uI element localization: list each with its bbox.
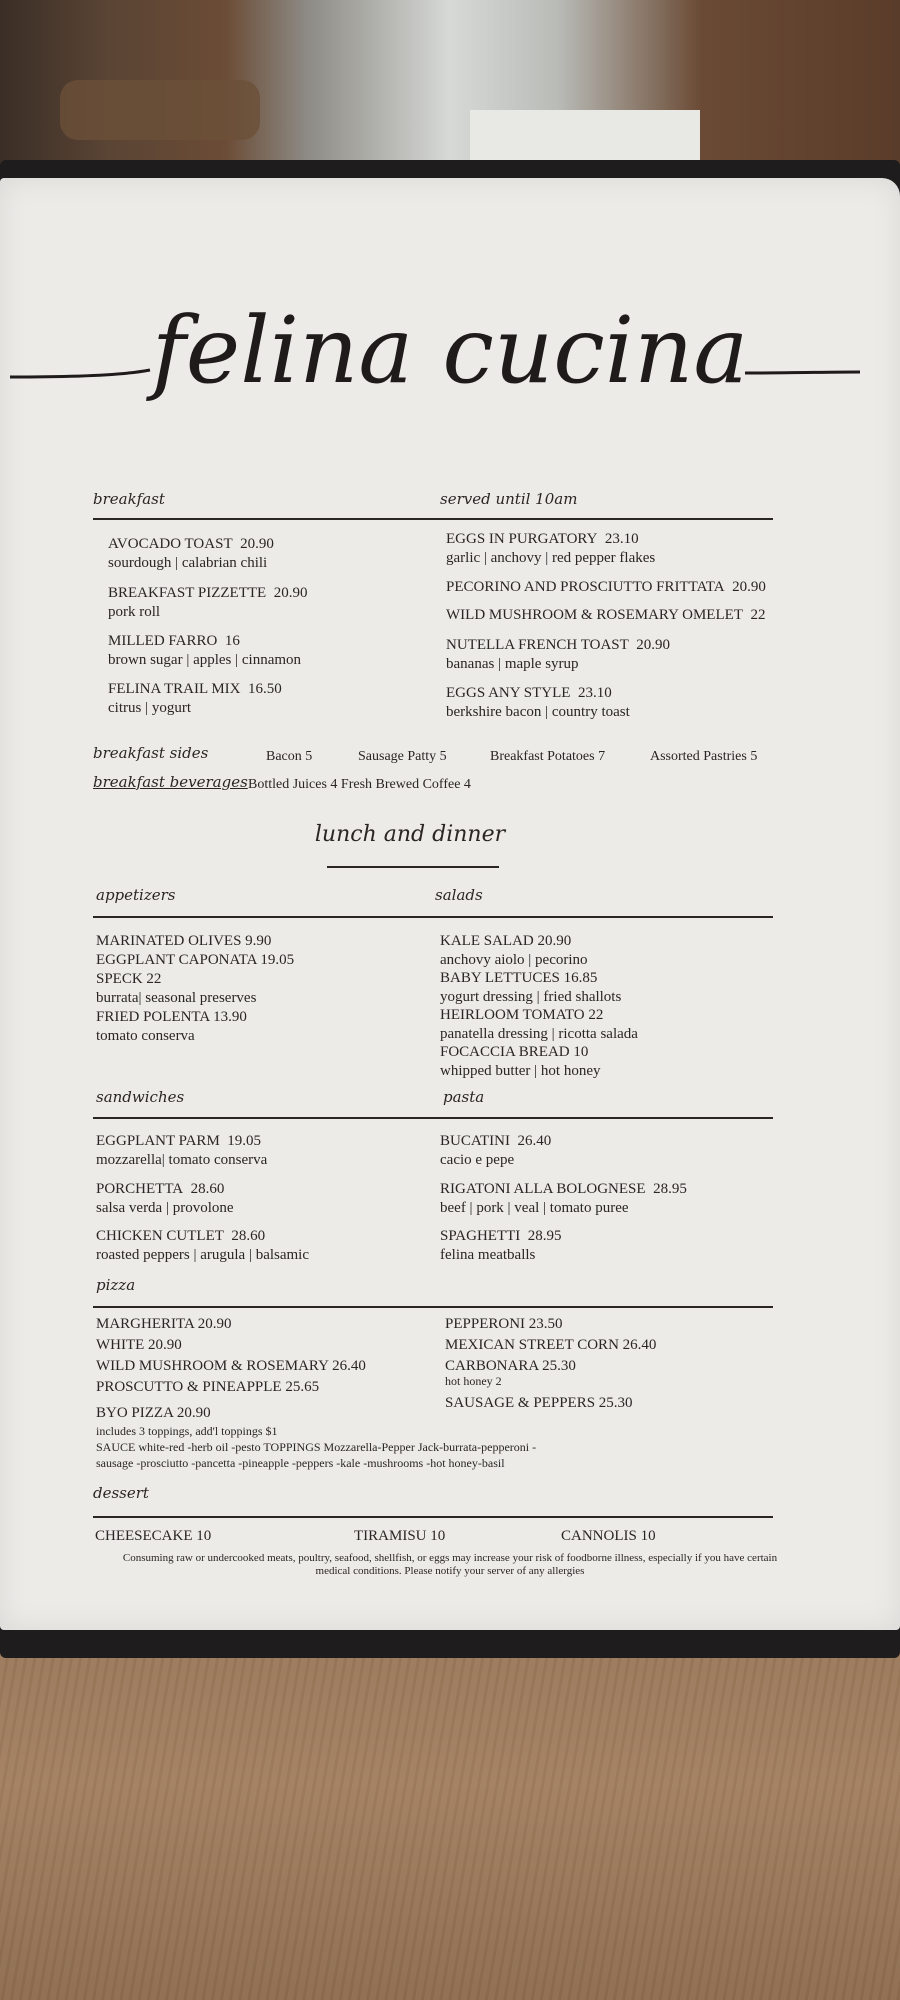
felina-cucina-logo (0, 230, 900, 470)
pasta-header: pasta (443, 1088, 485, 1106)
breakfast-rule (93, 518, 773, 520)
appetizers-list: MARINATED OLIVES 9.90 EGGPLANT CAPONATA 19.05 SPECK 22 burrata| seasonal preserves FRIED POLENTA 13.90 tomato conserva (96, 933, 295, 1044)
dessert-rule (93, 1516, 773, 1518)
byo-note: includes 3 toppings, add'l toppings $1 (96, 1424, 278, 1438)
salads-list: KALE SALAD 20.90 anchovy aiolo | pecorino BABY LETTUCES 16.85 yogurt dressing | fried shallots HEIRLOOM TOMATO 22 panatella dressing | ricotta salada FOCACCIA BREAD 10 whipped butter | hot honey (440, 933, 638, 1079)
dessert-header: dessert (93, 1484, 149, 1502)
menu-item: PORCHETTA 28.60 salsa verda | provolone (96, 1181, 234, 1216)
menu-item: BUCATINI 26.40 cacio e pepe (440, 1133, 552, 1168)
side-item: Assorted Pastries 5 (650, 749, 758, 764)
wooden-table (0, 1640, 900, 2000)
allergy-disclaimer: Consuming raw or undercooked meats, poultry, seafood, shellfish, or eggs may increase your risk of foodborne illness, especially if you have certain medical conditions. Please notify your server of any allergies (122, 1552, 778, 1577)
toppings-line: sausage -prosciutto -pancetta -pineapple -peppers -kale -mushrooms -hot honey-basil (96, 1456, 505, 1470)
menu-item: RIGATONI ALLA BOLOGNESE 28.95 beef | pork | veal | tomato puree (440, 1181, 687, 1216)
pizza-left-list: MARGHERITA 20.90 WHITE 20.90 WILD MUSHROOM & ROSEMARY 26.40 PROSCUTTO & PINEAPPLE 25.65 (96, 1316, 366, 1395)
menu-item: BYO PIZZA 20.90 (96, 1405, 211, 1421)
breakfast-beverages-header: breakfast beverages (93, 773, 248, 791)
side-item: Breakfast Potatoes 7 (490, 749, 606, 764)
served-until-note: served until 10am (440, 490, 578, 508)
beverage-items: Bottled Juices 4 Fresh Brewed Coffee 4 (248, 777, 471, 792)
appetizers-header: appetizers (96, 886, 176, 904)
breakfast-sides-header: breakfast sides (93, 744, 209, 762)
menu-item: CANNOLIS 10 (561, 1528, 656, 1544)
menu-item: WILD MUSHROOM & ROSEMARY OMELET 22 (446, 607, 766, 623)
menu-item: SAUSAGE & PEPPERS 25.30 (445, 1395, 633, 1411)
sandwiches-rule (93, 1117, 773, 1119)
menu-item: MILLED FARRO 16 brown sugar | apples | cinnamon (108, 633, 302, 668)
menu-item: AVOCADO TOAST 20.90 sourdough | calabrian chili (108, 536, 274, 571)
logo-text: felina cucina (151, 297, 749, 404)
background-chair (60, 80, 260, 140)
breakfast-header: breakfast (93, 490, 165, 508)
lunch-title-rule (327, 866, 499, 868)
menu-item: SPAGHETTI 28.95 felina meatballs (440, 1228, 562, 1263)
pizza-right-list: PEPPERONI 23.50 MEXICAN STREET CORN 26.40 CARBONARA 25.30 (445, 1316, 657, 1374)
menu-item: TIRAMISU 10 (354, 1528, 446, 1544)
menu-item: EGGPLANT PARM 19.05 mozzarella| tomato conserva (96, 1133, 268, 1168)
pizza-rule (93, 1306, 773, 1308)
menu-item: NUTELLA FRENCH TOAST 20.90 bananas | maple syrup (446, 637, 671, 672)
menu-item: EGGS ANY STYLE 23.10 berkshire bacon | country toast (446, 685, 630, 720)
menu-item: BREAKFAST PIZZETTE 20.90 pork roll (108, 585, 308, 620)
menu-item: CHEESECAKE 10 (95, 1528, 212, 1544)
menu-item: FELINA TRAIL MIX 16.50 citrus | yogurt (108, 681, 282, 716)
lunch-dinner-title: lunch and dinner (314, 822, 506, 847)
side-item: Sausage Patty 5 (358, 749, 447, 764)
pizza-header: pizza (96, 1276, 136, 1294)
menu-item: EGGS IN PURGATORY 23.10 garlic | anchovy | red pepper flakes (446, 531, 656, 566)
menu-item: PECORINO AND PROSCIUTTO FRITTATA 20.90 (446, 579, 766, 595)
menu-item: CHICKEN CUTLET 28.60 roasted peppers | arugula | balsamic (96, 1228, 310, 1263)
sandwiches-header: sandwiches (96, 1088, 185, 1106)
restaurant-background (0, 0, 900, 175)
carbonara-note: hot honey 2 (445, 1374, 502, 1388)
appetizers-rule (93, 916, 773, 918)
toppings-line: SAUCE white-red -herb oil -pesto TOPPINGS Mozzarella-Pepper Jack-burrata-pepperoni - (96, 1440, 537, 1454)
salads-header: salads (435, 886, 483, 904)
side-item: Bacon 5 (266, 749, 313, 764)
